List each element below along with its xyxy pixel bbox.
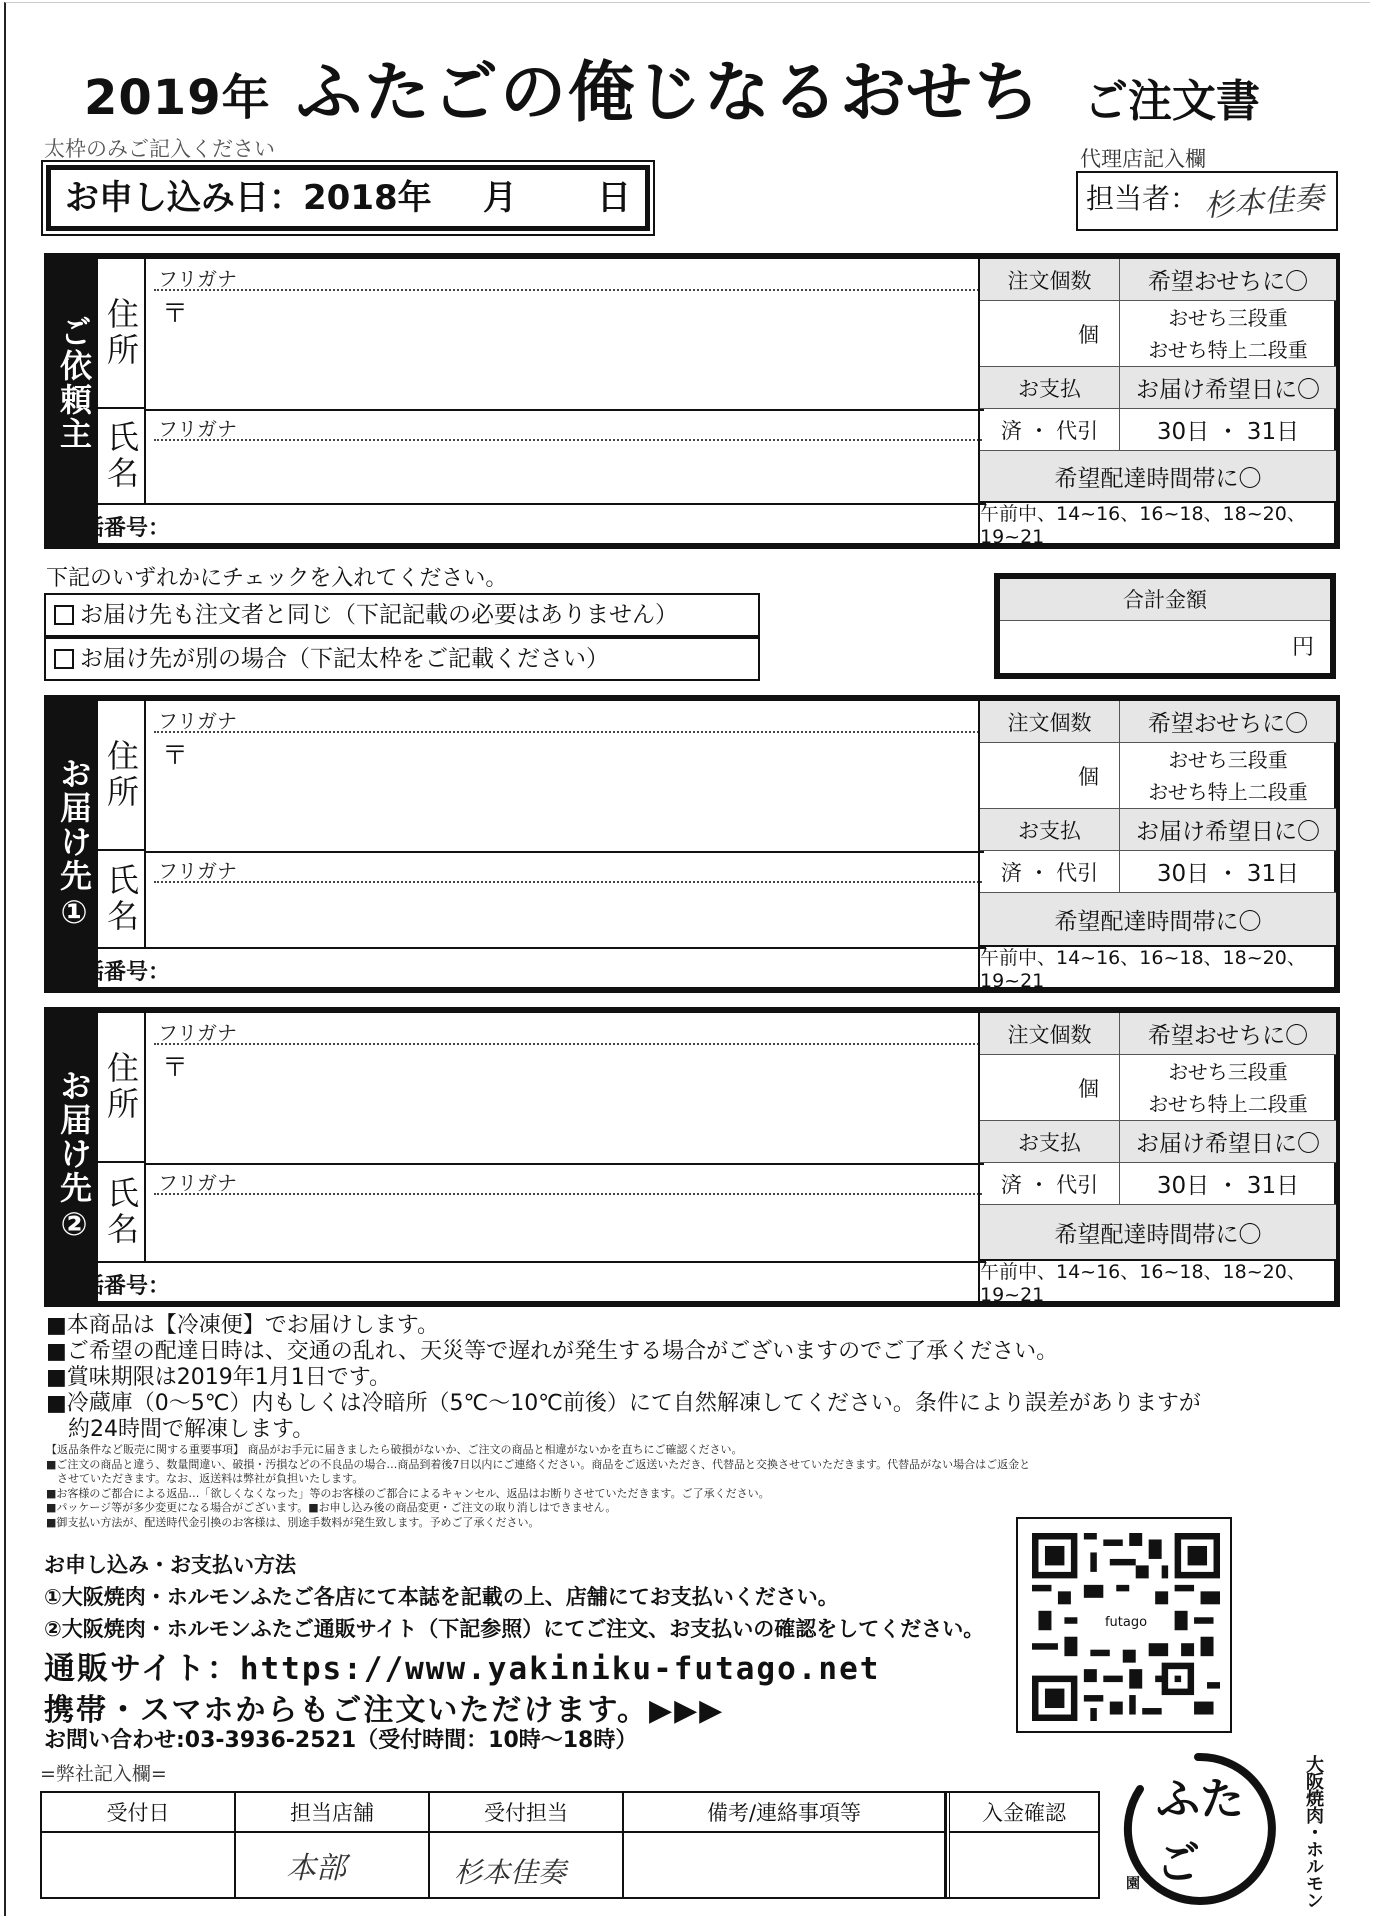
delivery-date-label: お届け希望日に〇 [1120, 367, 1336, 409]
divider [50, 947, 986, 949]
fine-line: ■ご注文の商品と違う、数量間違い、破損・汚損などの不良品の場合…商品到着後7日以内にご連絡ください。商品をご返送いただき、代替品と交換させていただきます。代替品がない場合はご返金と [46, 1457, 1031, 1471]
checkbox-different[interactable] [54, 649, 74, 669]
delivery-1-section [44, 695, 1340, 993]
order-grid [978, 259, 1334, 548]
logo-small-mark: 園 [1126, 1876, 1140, 1892]
shop-site-url[interactable]: 通販サイト：https://www.yakiniku-futago.net [44, 1651, 881, 1687]
payment-label: お支払 [980, 809, 1120, 851]
divider [50, 503, 986, 505]
furigana-dotline [154, 289, 982, 291]
office-col-staff[interactable] [430, 1793, 624, 1897]
different-option-label: お届け先が別の場合（下記太枠をご記載ください） [80, 646, 609, 672]
section-label: ご依頼主 [50, 259, 98, 543]
application-date-label: お申し込み日：2018年 [65, 178, 432, 218]
order-qty-label: 注文個数 [980, 701, 1120, 743]
same-option-label: お届け先も注文者と同じ（下記記載の必要はありません） [80, 602, 678, 628]
payment-method-1: ①大阪焼肉・ホルモンふたご各店にて本誌を記載の上、店舗にてお支払いください。 [44, 1585, 839, 1609]
delivery-2-section [44, 1007, 1340, 1307]
name-label: 氏名 [98, 409, 146, 503]
yen-label: 円 [1291, 635, 1314, 660]
desired-osechi-label: 希望おせちに〇 [1120, 259, 1336, 301]
fill-instruction: 太枠のみご記入ください [44, 137, 275, 161]
phone-label: 電話番号： [60, 1274, 171, 1299]
section-label: お届け先② [50, 1013, 98, 1301]
qr-code[interactable] [1016, 1517, 1232, 1733]
office-col-header: 担当店舗 [236, 1793, 428, 1833]
fine-line: ■御支払い方法が、配送時代金引換のお客様は、別途手数料が発生致します。予めご了承ください。 [46, 1515, 540, 1529]
note-line: ■ご希望の配達日時は、交通の乱れ、天災等で遅れが発生する場合がございますのでご了承ください。 [46, 1339, 1059, 1364]
section-label: お届け先① [50, 701, 98, 987]
order-qty-input[interactable]: 個 [980, 743, 1120, 809]
different-address-option[interactable] [44, 637, 760, 681]
zip-mark: 〒 [162, 1053, 189, 1083]
address-input[interactable] [154, 1051, 974, 1157]
osechi-2-tier[interactable]: おせち特上二段重 [1148, 337, 1308, 362]
office-col-header: 備考/連絡事項等 [624, 1793, 944, 1833]
title-year: 2019年 [84, 70, 271, 126]
agent-person-field[interactable] [1076, 171, 1338, 231]
zip-mark: 〒 [162, 741, 189, 771]
furigana-label: フリガナ [158, 859, 237, 883]
order-form-page [4, 2, 1370, 1916]
payment-label: お支払 [980, 367, 1120, 409]
furigana-dotline [154, 1193, 982, 1195]
delivery-date-label: お届け希望日に〇 [1120, 1121, 1336, 1163]
note-line: ■本商品は【冷凍便】でお届けします。 [46, 1313, 440, 1338]
agent-person-label: 担当者： [1086, 182, 1199, 215]
time-slot-options[interactable]: 午前中、14~16、16~18、18~20、19~21 [980, 502, 1306, 548]
check-instruction: 下記のいずれかにチェックを入れてください。 [46, 566, 508, 591]
furigana-dotline [154, 1043, 982, 1045]
fine-line: 【返品条件など販売に関する重要事項】 商品がお手元に届きましたら破損がないか、ご注文の商品と相違がないかを直ちにご確認ください。 [46, 1443, 743, 1456]
osechi-options[interactable] [1120, 743, 1336, 809]
osechi-options[interactable] [1120, 301, 1336, 367]
osechi-2-tier[interactable]: おせち特上二段重 [1148, 1091, 1308, 1116]
name-label: 氏名 [98, 1163, 146, 1261]
furigana-dotline [154, 881, 982, 883]
payment-method-2: ②大阪焼肉・ホルモンふたご通販サイト（下記参照）にてご注文、お支払いの確認をしてください。 [44, 1617, 985, 1641]
address-label: 住所 [98, 1013, 146, 1163]
delivery-date-options[interactable]: 30日 ・ 31日 [1120, 409, 1336, 451]
staff-signature: 杉本佳奏 [454, 1856, 567, 1889]
payment-options[interactable]: 済 ・ 代引 [980, 851, 1120, 893]
furigana-label: フリガナ [158, 1021, 237, 1045]
futago-logo [1118, 1749, 1278, 1909]
time-slot-options[interactable]: 午前中、14~16、16~18、18~20、19~21 [980, 946, 1306, 992]
order-qty-input[interactable]: 個 [980, 1055, 1120, 1121]
note-line: 約24時間で解凍します。 [46, 1417, 315, 1442]
osechi-3-tier[interactable]: おせち三段重 [1168, 305, 1288, 330]
note-line: ■冷蔵庫（0～5℃）内もしくは冷暗所（5℃～10℃前後）にて自然解凍してください。条件により誤差がありますが [46, 1391, 1201, 1416]
office-col-notes[interactable] [624, 1793, 946, 1897]
day-label: 日 [597, 178, 631, 218]
office-col-payment[interactable] [946, 1793, 1098, 1897]
time-slot-label: 希望配達時間帯に〇 [980, 893, 1336, 947]
time-slot-options[interactable]: 午前中、14~16、16~18、18~20、19~21 [980, 1260, 1306, 1306]
address-input[interactable] [154, 739, 974, 845]
office-use-table [40, 1791, 1100, 1899]
office-col-header: 受付日 [42, 1793, 234, 1833]
furigana-label: フリガナ [158, 1171, 237, 1195]
osechi-3-tier[interactable]: おせち三段重 [1168, 1059, 1288, 1084]
agent-section-label: 代理店記入欄 [1080, 147, 1206, 171]
name-input[interactable] [154, 887, 974, 941]
furigana-label: フリガナ [158, 267, 237, 291]
osechi-3-tier[interactable]: おせち三段重 [1168, 747, 1288, 772]
office-col-header: 受付担当 [430, 1793, 622, 1833]
order-qty-label: 注文個数 [980, 1013, 1120, 1055]
mobile-order-note: 携帯・スマホからもご注文いただけます。▶▶▶ [44, 1693, 725, 1728]
payment-methods-heading: お申し込み・お支払い方法 [44, 1553, 296, 1577]
contact-info: お問い合わせ:03-3936-2521（受付時間：10時～18時） [44, 1728, 638, 1753]
payment-options[interactable]: 済 ・ 代引 [980, 1163, 1120, 1205]
order-qty-input[interactable]: 個 [980, 301, 1120, 367]
furigana-dotline [154, 731, 982, 733]
time-slot-label: 希望配達時間帯に〇 [980, 451, 1336, 503]
month-label: 月 [483, 178, 517, 218]
office-col-header: 入金確認 [950, 1793, 1098, 1833]
note-line: ■賞味期限は2019年1月1日です。 [46, 1365, 392, 1390]
fine-line: ■お客様のご都合による返品…「欲しくなくなった」等のお客様のご都合によるキャンセル、返品はお断りさせていただきます。ご了承ください。 [46, 1486, 770, 1500]
order-qty-label: 注文個数 [980, 259, 1120, 301]
payment-methods [44, 1581, 984, 1645]
divider [146, 851, 984, 853]
divider [50, 1261, 986, 1263]
same-as-orderer-option[interactable] [44, 593, 760, 637]
name-label: 氏名 [98, 851, 146, 947]
application-date-field[interactable] [46, 165, 650, 231]
divider [146, 409, 984, 411]
important-notes [46, 1313, 1201, 1443]
total-amount-label: 合計金額 [1000, 579, 1330, 621]
name-input[interactable] [154, 1199, 974, 1255]
time-slot-label: 希望配達時間帯に〇 [980, 1205, 1336, 1261]
requester-section [44, 253, 1340, 549]
delivery-date-options[interactable]: 30日 ・ 31日 [1120, 851, 1336, 893]
total-amount-box[interactable] [994, 573, 1336, 679]
title-main: ふたごの俺じなるおせち [296, 54, 1043, 131]
logo-text: ふたご [1156, 1774, 1244, 1889]
zip-mark: 〒 [162, 299, 189, 329]
desired-osechi-label: 希望おせちに〇 [1120, 701, 1336, 743]
agent-signature: 杉本佳奏 [1202, 180, 1326, 225]
checkbox-same[interactable] [54, 605, 74, 625]
office-col-store[interactable] [236, 1793, 430, 1897]
desired-osechi-label: 希望おせちに〇 [1120, 1013, 1336, 1055]
payment-options[interactable]: 済 ・ 代引 [980, 409, 1120, 451]
fine-print [46, 1443, 1030, 1531]
address-label: 住所 [98, 259, 146, 409]
furigana-dotline [154, 439, 982, 441]
phone-label: 電話番号： [60, 960, 171, 985]
furigana-label: フリガナ [158, 709, 237, 733]
title-subtitle: ご注文書 [1084, 76, 1260, 127]
name-input[interactable] [154, 445, 974, 497]
logo-side-text: 大阪焼肉・ホルモン [1303, 1755, 1324, 1908]
office-col-received-date[interactable] [42, 1793, 236, 1897]
osechi-2-tier[interactable]: おせち特上二段重 [1148, 779, 1308, 804]
order-grid [978, 701, 1334, 992]
osechi-options[interactable] [1120, 1055, 1336, 1121]
address-input[interactable] [154, 297, 974, 403]
phone-label: 電話番号： [60, 516, 171, 541]
delivery-date-options[interactable]: 30日 ・ 31日 [1120, 1163, 1336, 1205]
fine-line: させていただきます。なお、返送料は弊社が負担いたします。 [46, 1472, 364, 1486]
address-label: 住所 [98, 701, 146, 851]
delivery-date-label: お届け希望日に〇 [1120, 809, 1336, 851]
divider [146, 1163, 984, 1165]
store-signature: 本部 [286, 1851, 346, 1886]
order-grid [978, 1013, 1334, 1306]
furigana-label: フリガナ [158, 417, 237, 441]
payment-label: お支払 [980, 1121, 1120, 1163]
fine-line: ■パッケージ等が多少変更になる場合がございます。■お申し込み後の商品変更・ご注文の取り消しはできません。 [46, 1501, 617, 1515]
office-use-label: =弊社記入欄= [40, 1763, 167, 1785]
qr-label: futago [1098, 1615, 1154, 1630]
